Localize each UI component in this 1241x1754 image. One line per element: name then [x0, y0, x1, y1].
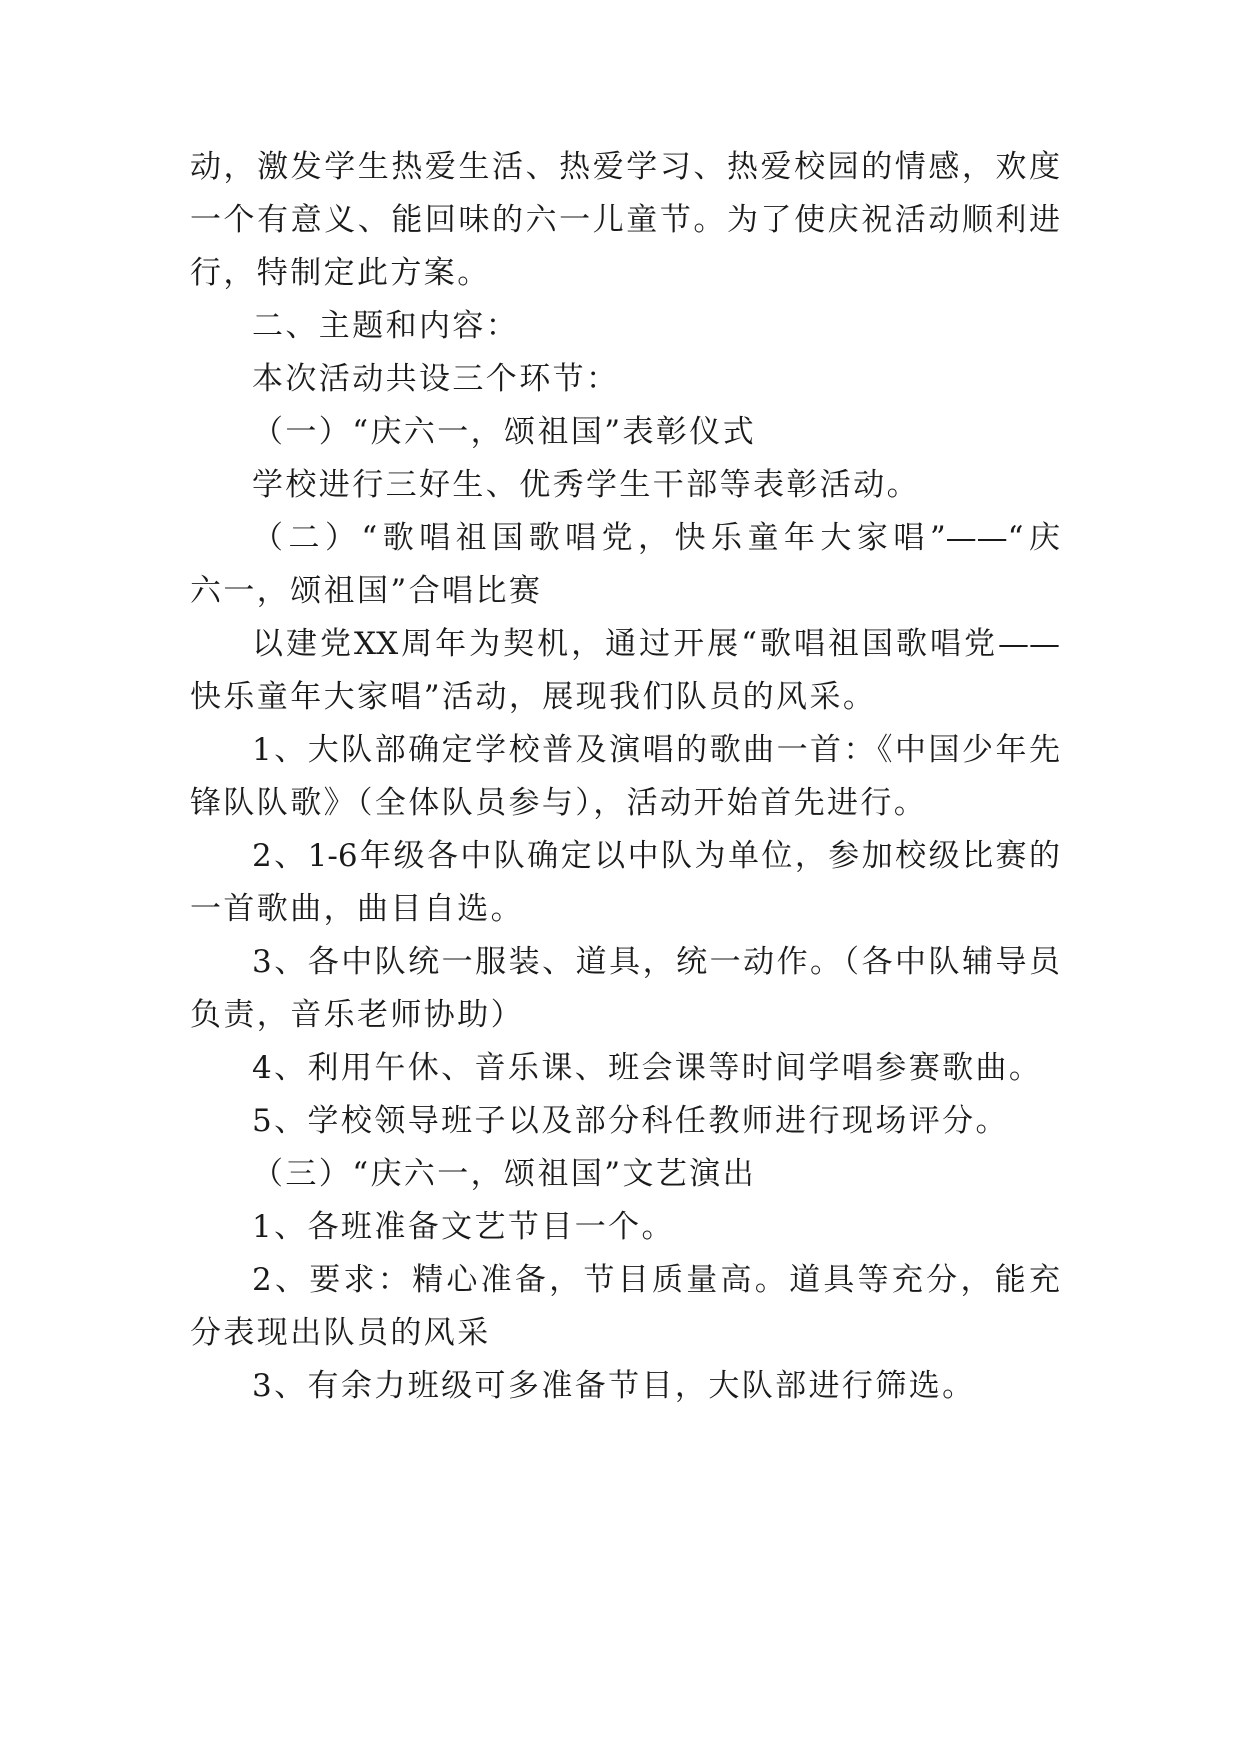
text-line-23: 分表现出队员的风采	[190, 1315, 491, 1351]
text-line-11: 快乐童年大家唱”活动，展现我们队员的风采。	[190, 679, 877, 715]
subsection-heading-1: （一）“庆六一，颂祖国”表彰仪式	[252, 414, 757, 450]
text-line-5: 本次活动共设三个环节：	[252, 361, 620, 397]
text-line-1: 动，激发学生热爱生活、热爱学习、热爱校园的情感，欢度	[190, 149, 1060, 185]
list-item-6: 1、各班准备文艺节目一个。	[252, 1209, 675, 1245]
text-line-7: 学校进行三好生、优秀学生干部等表彰活动。	[252, 467, 920, 503]
text-line-17: 负责，音乐老师协助）	[190, 997, 524, 1033]
list-item-1: 1、大队部确定学校普及演唱的歌曲一首：《中国少年先	[252, 732, 1060, 768]
list-item-3: 3、各中队统一服装、道具，统一动作。（各中队辅导员	[252, 944, 1060, 980]
text-line-15: 一首歌曲，曲目自选。	[190, 891, 524, 927]
list-item-2: 2、1-6年级各中队确定以中队为单位，参加校级比赛的	[252, 838, 1060, 874]
list-item-4: 4、利用午休、音乐课、班会课等时间学唱参赛歌曲。	[252, 1050, 1043, 1086]
list-item-7: 2、要求：精心准备，节目质量高。道具等充分，能充	[252, 1262, 1060, 1298]
list-item-8: 3、有余力班级可多准备节目，大队部进行筛选。	[252, 1368, 976, 1404]
text-line-2: 一个有意义、能回味的六一儿童节。为了使庆祝活动顺利进	[190, 202, 1060, 238]
text-line-9: 六一，颂祖国”合唱比赛	[190, 573, 543, 609]
subsection-heading-3: （三）“庆六一，颂祖国”文艺演出	[252, 1156, 757, 1192]
section-heading-2: 二、主题和内容：	[252, 308, 520, 344]
text-line-3: 行，特制定此方案。	[190, 255, 491, 291]
subsection-heading-2: （二）“歌唱祖国歌唱党，快乐童年大家唱”——“庆	[252, 520, 1060, 556]
text-line-10: 以建党XX周年为契机，通过开展“歌唱祖国歌唱党——	[252, 626, 1060, 662]
list-item-5: 5、学校领导班子以及部分科任教师进行现场评分。	[252, 1103, 1009, 1139]
text-line-13: 锋队队歌》（全体队员参与），活动开始首先进行。	[190, 785, 928, 821]
